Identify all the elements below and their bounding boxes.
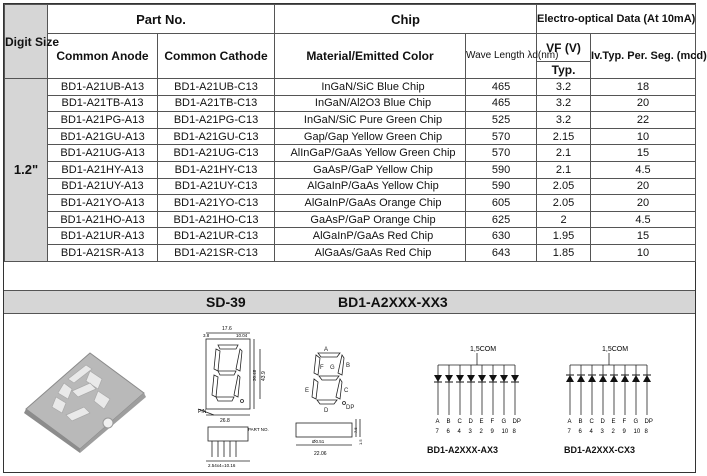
anode-cell: BD1-A21UR-A13: [48, 228, 158, 245]
anode-pin-number: 8: [512, 429, 516, 435]
datasheet: [3, 3, 707, 473]
vf-cell: 2: [537, 211, 591, 228]
table-row: [5, 244, 696, 261]
seg-label-dp: DP: [346, 405, 355, 411]
wavelength-cell: 465: [466, 79, 537, 96]
chip-header: Chip: [275, 5, 537, 34]
anode-diode: [456, 375, 464, 382]
anode-cell: BD1-A21UB-A13: [48, 79, 158, 96]
model-number: SD-39: [206, 294, 246, 310]
seg-label-g: G: [330, 365, 335, 371]
cathode-diode: [588, 375, 596, 382]
drawings-area: [4, 315, 695, 473]
cathode-diode: [643, 375, 651, 382]
anode-pin-number: 6: [446, 429, 450, 435]
common-anode-header: Common Anode: [48, 34, 158, 79]
anode-seg-label: B: [446, 419, 451, 425]
cathode-seg-label: E: [611, 419, 616, 425]
table-row: [5, 145, 696, 162]
material-header: Material/Emitted Color: [275, 34, 466, 79]
cathode-pin-number: 3: [600, 429, 604, 435]
anode-seg-label: A: [435, 419, 440, 425]
table-row: [5, 178, 696, 195]
dim-h1: 30.48: [252, 369, 257, 381]
iv-cell: 4.5: [591, 161, 696, 178]
vf-cell: 2.05: [537, 195, 591, 212]
material-cell: InGaN/SiC Blue Chip: [275, 79, 466, 96]
anode-diode: [511, 375, 519, 382]
cathode-caption: BD1-A2XXX-CX3: [564, 445, 636, 455]
iv-cell: 15: [591, 228, 696, 245]
cathode-seg-label: A: [567, 419, 572, 425]
table-row: [5, 195, 696, 212]
cathode-seg-label: DP: [644, 419, 653, 425]
digit-size-header: Digit Size: [5, 5, 48, 79]
dim-top: 17.6: [222, 326, 232, 332]
wavelength-cell: 630: [466, 228, 537, 245]
anode-seg-label: C: [457, 419, 462, 425]
part-no-header: Part No.: [48, 5, 275, 34]
vf-cell: 3.2: [537, 112, 591, 129]
anode-cell: BD1-A21HO-A13: [48, 211, 158, 228]
dim-top-small: 3.8: [203, 333, 210, 338]
dim-top-right: 10.04: [236, 333, 248, 338]
cathode-pin-number: 10: [633, 429, 641, 435]
wavelength-cell: 605: [466, 195, 537, 212]
iv-cell: 22: [591, 112, 696, 129]
material-cell: InGaN/SiC Pure Green Chip: [275, 112, 466, 129]
wavelength-cell: 570: [466, 128, 537, 145]
cathode-cell: BD1-A21PG-C13: [158, 112, 275, 129]
cathode-pin-number: 2: [611, 429, 615, 435]
iv-cell: 20: [591, 95, 696, 112]
digit-size-value: 1.2": [5, 79, 48, 262]
iv-cell: 10: [591, 244, 696, 261]
iv-cell: 10: [591, 128, 696, 145]
cathode-cell: BD1-A21TB-C13: [158, 95, 275, 112]
anode-pin-number: 9: [490, 429, 494, 435]
cathode-diode: [577, 375, 585, 382]
seg-label-f: F: [320, 365, 324, 371]
cathode-cell: BD1-A21SR-C13: [158, 244, 275, 261]
cathode-pin-number: 6: [578, 429, 582, 435]
cathode-diode: [610, 375, 618, 382]
cathode-seg-label: D: [600, 419, 605, 425]
material-cell: InGaN/Al2O3 Blue Chip: [275, 95, 466, 112]
seg-label-a: A: [324, 347, 329, 353]
anode-cell: BD1-A21TB-A13: [48, 95, 158, 112]
table-row: [5, 112, 696, 129]
anode-cell: BD1-A21UY-A13: [48, 178, 158, 195]
seg-label-e: E: [305, 388, 310, 394]
anode-cell: BD1-A21HY-A13: [48, 161, 158, 178]
pitch-label: 2.54x4=10.16: [208, 463, 236, 468]
table-row: [5, 79, 696, 96]
spec-rows: [5, 79, 696, 262]
vf-cell: 1.85: [537, 244, 591, 261]
table-row: [5, 228, 696, 245]
anode-diode: [445, 375, 453, 382]
table-row: [5, 95, 696, 112]
table-row: [5, 211, 696, 228]
anode-diode: [500, 375, 508, 382]
cathode-seg-label: G: [633, 419, 639, 425]
dim-h2: 43.9: [261, 371, 267, 381]
material-cell: AlGaInP/GaAs Red Chip: [275, 228, 466, 245]
cathode-pin-number: 4: [589, 429, 593, 435]
wavelength-cell: 465: [466, 95, 537, 112]
cathode-cell: BD1-A21UG-C13: [158, 145, 275, 162]
vf-cell: 2.1: [537, 161, 591, 178]
anode-circuit: [424, 343, 534, 443]
anode-cell: BD1-A21PG-A13: [48, 112, 158, 129]
material-cell: GaAsP/GaP Orange Chip: [275, 211, 466, 228]
seg-label-d: D: [324, 408, 329, 414]
anode-pin-number: 7: [435, 429, 439, 435]
material-cell: AlGaAs/GaAs Red Chip: [275, 244, 466, 261]
anode-cell: BD1-A21SR-A13: [48, 244, 158, 261]
wavelength-cell: 590: [466, 161, 537, 178]
iv-cell: 18: [591, 79, 696, 96]
anode-diode: [478, 375, 486, 382]
anode-seg-label: E: [479, 419, 484, 425]
pin-label: PIN: [198, 409, 207, 415]
vf-cell: 2.05: [537, 178, 591, 195]
cathode-cell: BD1-A21UY-C13: [158, 178, 275, 195]
anode-seg-label: D: [468, 419, 473, 425]
cathode-cell: BD1-A21UB-C13: [158, 79, 275, 96]
model-bar: [4, 290, 695, 314]
part-label: PART NO.: [248, 427, 269, 432]
cathode-seg-label: C: [589, 419, 594, 425]
vf-cell: 2.1: [537, 145, 591, 162]
wavelength-cell: 643: [466, 244, 537, 261]
iv-cell: 4.5: [591, 211, 696, 228]
cathode-seg-label: B: [578, 419, 583, 425]
anode-seg-label: DP: [512, 419, 521, 425]
cathode-circuit: [556, 343, 666, 443]
anode-cell: BD1-A21YO-A13: [48, 195, 158, 212]
typ-header: Typ.: [537, 62, 591, 79]
dim-side1: 7.5: [353, 427, 358, 433]
dim-side2: 1.5: [358, 439, 363, 445]
vf-cell: 3.2: [537, 79, 591, 96]
iv-cell: 20: [591, 195, 696, 212]
cathode-cell: BD1-A21YO-C13: [158, 195, 275, 212]
segment-diagram: [304, 345, 364, 415]
iv-cell: 15: [591, 145, 696, 162]
anode-cell: BD1-A21GU-A13: [48, 128, 158, 145]
wavelength-cell: 625: [466, 211, 537, 228]
cathode-com-label: 1,5COM: [602, 346, 629, 353]
vf-cell: 1.95: [537, 228, 591, 245]
cathode-diode: [566, 375, 574, 382]
anode-diode: [434, 375, 442, 382]
cathode-pin-number: 9: [622, 429, 626, 435]
common-cathode-header: Common Cathode: [158, 34, 275, 79]
table-row: [5, 161, 696, 178]
anode-seg-label: F: [490, 419, 495, 425]
material-cell: AlGaInP/GaAs Orange Chip: [275, 195, 466, 212]
cathode-pin-number: 7: [567, 429, 571, 435]
anode-diode: [489, 375, 497, 382]
vf-header: VF (V): [537, 34, 591, 62]
dimension-drawing: [198, 319, 276, 469]
cathode-cell: BD1-A21GU-C13: [158, 128, 275, 145]
wavelength-cell: 590: [466, 178, 537, 195]
seg-label-c: C: [344, 388, 349, 394]
part-pattern: BD1-A2XXX-XX3: [338, 294, 448, 310]
wave-length-header: Wave Length λd(nm): [466, 34, 537, 79]
cathode-pin-number: 8: [644, 429, 648, 435]
anode-pin-number: 3: [468, 429, 472, 435]
anode-pin-number: 10: [501, 429, 509, 435]
cathode-diode: [621, 375, 629, 382]
anode-cell: BD1-A21UG-A13: [48, 145, 158, 162]
table-row: [5, 128, 696, 145]
anode-pin-number: 4: [457, 429, 461, 435]
material-cell: AlInGaP/GaAs Yellow Green Chip: [275, 145, 466, 162]
electro-optical-header: Electro-optical Data (At 10mA): [537, 5, 696, 34]
wavelength-cell: 525: [466, 112, 537, 129]
seg-label-b: B: [346, 363, 351, 369]
anode-com-label: 1,5COM: [470, 346, 497, 353]
anode-pin-number: 2: [479, 429, 483, 435]
anode-seg-label: G: [501, 419, 507, 425]
vf-cell: 2.15: [537, 128, 591, 145]
dim-bottom: 26.8: [220, 418, 230, 424]
material-cell: Gap/Gap Yellow Green Chip: [275, 128, 466, 145]
cathode-cell: BD1-A21HO-C13: [158, 211, 275, 228]
wavelength-cell: 570: [466, 145, 537, 162]
cathode-seg-label: F: [622, 419, 627, 425]
spec-table: [4, 4, 707, 262]
side-view-drawing: [274, 415, 364, 465]
vf-cell: 3.2: [537, 95, 591, 112]
display-photo: [18, 349, 150, 453]
iv-header: Iv.Typ. Per. Seg. (mcd): [591, 34, 696, 79]
anode-caption: BD1-A2XXX-AX3: [427, 445, 499, 455]
dim-depth1: 22.06: [314, 451, 327, 457]
anode-diode: [467, 375, 475, 382]
iv-cell: 20: [591, 178, 696, 195]
cathode-cell: BD1-A21UR-C13: [158, 228, 275, 245]
cathode-cell: BD1-A21HY-C13: [158, 161, 275, 178]
cathode-diode: [599, 375, 607, 382]
cathode-diode: [632, 375, 640, 382]
material-cell: GaAsP/GaP Yellow Chip: [275, 161, 466, 178]
dim-depth2: Ø0.51: [312, 439, 325, 444]
material-cell: AlGaInP/GaAs Yellow Chip: [275, 178, 466, 195]
